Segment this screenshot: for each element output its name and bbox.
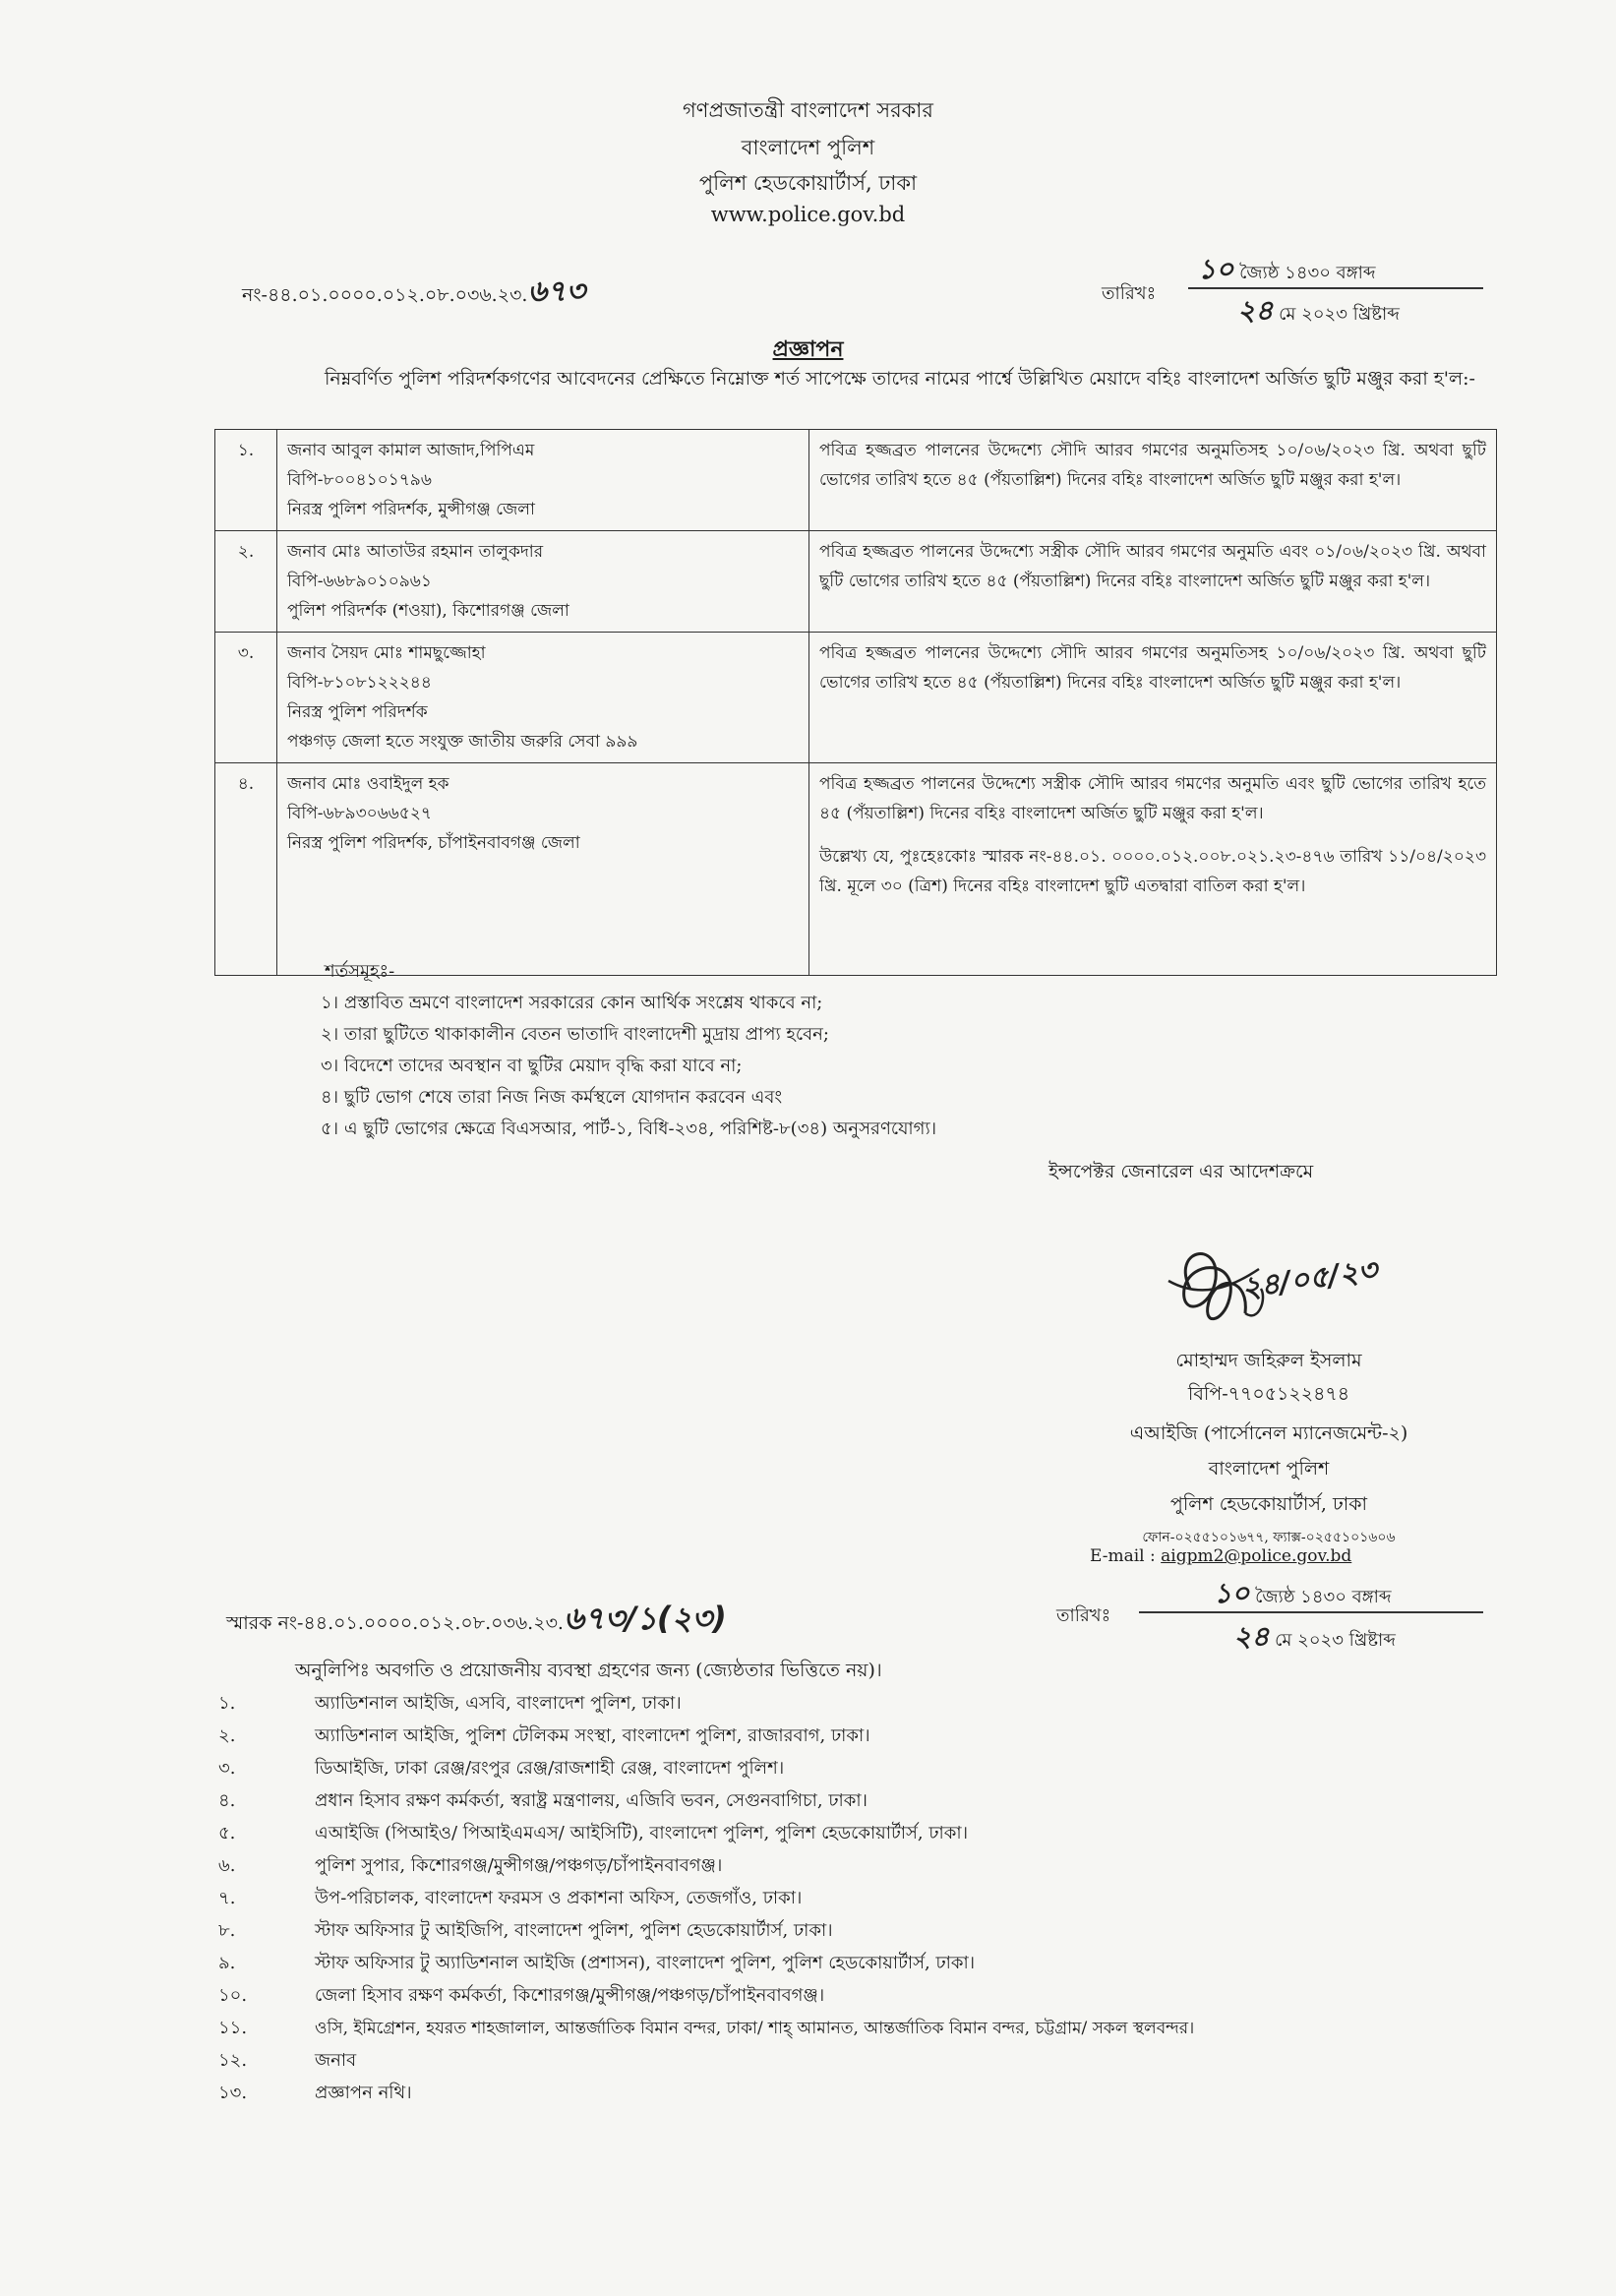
notification-title: প্রজ্ঞাপন <box>772 336 844 362</box>
copy-memo-reference <box>226 1594 727 1647</box>
list-item-text: পুলিশ সুপার, কিশোরগঞ্জ/মুন্সীগঞ্জ/পঞ্চগড়/চাঁপাইনবাবগঞ্জ। <box>315 1855 723 1876</box>
memo-ref-handwritten: ৬৭৩ <box>527 274 585 309</box>
condition-item: ২। তারা ছুটিতে থাকাকালীন বেতন ভাতাদি বাংলাদেশী মুদ্রায় প্রাপ্য হবেন; <box>321 1024 829 1045</box>
date-bangla-day: ১০ <box>1198 253 1234 285</box>
date-bangla-rest: জ্যৈষ্ঠ ১৪৩০ বঙ্গাব্দ <box>1239 263 1376 283</box>
officer-bp: বিপি-৬৬৮৯০১০৯৬১ <box>287 572 432 591</box>
date-label: তারিখঃ <box>1102 283 1157 304</box>
order-line: ইন্সপেক্টর জেনারেল এর আদেশক্রমে <box>1048 1161 1314 1182</box>
cancellation-note: উল্লেখ্য যে, পুঃহেঃকোঃ স্মারক নং-৪৪.০১. ০০০০.০১২.০০৮.০২১.২৩-৪৭৬ তারিখ ১১/০৪/২০২৩ খ্রি. মূলে ৩০ (ত্রিশ) দিনের বহিঃ বাংলাদেশ ছুটি এতদ্বারা বাতিল করা হ'ল। <box>819 847 1486 896</box>
serial-number: ২. <box>215 531 277 633</box>
signatory-office: পুলিশ হেডকোয়ার্টার্স, ঢাকা <box>1169 1493 1368 1515</box>
signatory-email <box>1090 1546 1351 1566</box>
org-name: বাংলাদেশ পুলিশ <box>741 136 875 159</box>
leave-detail: পবিত্র হজ্জব্রত পালনের উদ্দেশ্যে সৌদি আরব গমণের অনুমতিসহ ১০/০৬/২০২৩ খ্রি. অথবা ছুটি ভোগের তারিখ হতে ৪৫ (পঁয়তাল্লিশ) দিনের বহিঃ বাংলাদেশ অর্জিত ছুটি মঞ্জুর করা হ'ল। <box>809 633 1497 763</box>
leave-detail-text: পবিত্র হজ্জব্রত পালনের উদ্দেশ্যে সস্ত্রীক সৌদি আরব গমণের অনুমতি এবং ছুটি ভোগের তারিখ হতে ৪৫ (পঁয়তাল্লিশ) দিনের বহিঃ বাংলাদেশ অর্জিত ছুটি মঞ্জুর করা হ'ল। <box>819 774 1486 823</box>
website[interactable]: www.police.gov.bd <box>710 203 906 226</box>
list-item-text: জনাব <box>315 2050 357 2071</box>
officer-name: জনাব মোঃ ওবাইদুল হক <box>287 774 449 794</box>
officer-info <box>277 763 809 976</box>
serial-number: ৪. <box>215 763 277 976</box>
list-item-number: ১১. <box>218 2018 248 2038</box>
copy-date-label: তারিখঃ <box>1056 1605 1111 1626</box>
intro-paragraph: নিম্নবর্ণিত পুলিশ পরিদর্শকগণের আবেদনের প্রেক্ষিতে নিম্নোক্ত শর্ত সাপেক্ষে তাদের নামের পার্শ্বে উল্লিখিত মেয়াদে বহিঃ বাংলাদেশ অর্জিত ছুটি মঞ্জুর করা হ'ল:- <box>325 368 1475 390</box>
officer-info <box>277 430 809 531</box>
list-item-text: ওসি, ইমিগ্রেশন, হযরত শাহজালাল, আন্তর্জাতিক বিমান বন্দর, ঢাকা/ শাহ্ আমানত, আন্তর্জাতিক বিমান বন্দর, চট্টগ্রাম/ সকল স্থলবন্দর। <box>315 2018 1195 2038</box>
list-item <box>218 2078 1194 2110</box>
list-item <box>218 1850 1194 1883</box>
list-item <box>218 1753 1194 1785</box>
table-row <box>215 531 1497 633</box>
signatory-phone: ফোন-০২৫৫১০১৬৭৭, ফ্যাক্স-০২৫৫১০১৬০৬ <box>1142 1530 1396 1545</box>
copy-date-greg-day: ২৪ <box>1233 1620 1270 1653</box>
conditions-list <box>321 988 936 1145</box>
condition-item: ৩। বিদেশে তাদের অবস্থান বা ছুটির মেয়াদ বৃদ্ধি করা যাবে না; <box>321 1056 743 1076</box>
officer-info <box>277 531 809 633</box>
list-item-number: ৮. <box>218 1920 236 1941</box>
condition-item: ১। প্রস্তাবিত ভ্রমণে বাংলাদেশ সরকারের কোন আর্থিক সংশ্লেষ থাকবে না; <box>321 993 823 1013</box>
email-label: E-mail : <box>1090 1546 1156 1566</box>
officer-post: নিরস্ত্র পুলিশ পরিদর্শক, চাঁপাইনবাবগঞ্জ জেলা <box>287 833 580 853</box>
govt-name: গণপ্রজাতন্ত্রী বাংলাদেশ সরকার <box>683 98 933 122</box>
list-item-text: জেলা হিসাব রক্ষণ কর্মকর্তা, কিশোরগঞ্জ/মুন্সীগঞ্জ/পঞ্চগড়/চাঁপাইনবাবগঞ্জ। <box>315 1985 825 2006</box>
leave-detail: পবিত্র হজ্জব্রত পালনের উদ্দেশ্যে সস্ত্রীক সৌদি আরব গমণের অনুমতি এবং ০১/০৬/২০২৩ খ্রি. অথবা ছুটি ভোগের তারিখ হতে ৪৫ (পঁয়তাল্লিশ) দিনের বহিঃ বাংলাদেশ অর্জিত ছুটি মঞ্জুর করা হ'ল। <box>809 531 1497 633</box>
copy-date-gregorian <box>1233 1615 1396 1662</box>
officer-bp: বিপি-৮০০৪১০১৭৯৬ <box>287 470 432 490</box>
memo-ref-printed: নং-৪৪.০১.০০০০.০১২.০৮.০৩৬.২৩. <box>242 284 528 306</box>
list-item-number: ৩. <box>218 1758 236 1779</box>
list-item <box>218 1980 1194 2013</box>
signatory-designation: এআইজি (পার্সোনেল ম্যানেজমেন্ট-২) <box>1129 1422 1408 1444</box>
date-greg-day: ২৪ <box>1237 294 1274 327</box>
email-link[interactable]: aigpm2@police.gov.bd <box>1161 1546 1352 1566</box>
officer-bp: বিপি-৮১০৮১২২২৪৪ <box>287 673 432 693</box>
copy-date-bangla-rest: জ্যৈষ্ঠ ১৪৩০ বঙ্গাব্দ <box>1255 1587 1392 1607</box>
date-greg-rest: মে ২০২৩ খ্রিষ্টাব্দ <box>1279 304 1400 325</box>
signatory-bp: বিপি-৭৭০৫১২২৪৭৪ <box>1187 1383 1350 1405</box>
list-item-text: উপ-পরিচালক, বাংলাদেশ ফরমস ও প্রকাশনা অফিস, তেজগাঁও, ঢাকা। <box>315 1888 803 1908</box>
list-item-text: এআইজি (পিআইও/ পিআইএমএস/ আইসিটি), বাংলাদেশ পুলিশ, পুলিশ হেডকোয়ার্টার্স, ঢাকা। <box>315 1823 969 1843</box>
officer-name: জনাব সৈয়দ মোঃ শামছুজ্জোহা <box>287 643 486 663</box>
list-item <box>218 1915 1194 1948</box>
leave-detail <box>809 763 1497 976</box>
condition-item: ৫। এ ছুটি ভোগের ক্ষেত্রে বিএসআর, পার্ট-১, বিধি-২৩৪, পরিশিষ্ট-৮(৩৪) অনুসরণযোগ্য। <box>321 1118 937 1139</box>
officer-post: নিরস্ত্র পুলিশ পরিদর্শক <box>287 702 428 722</box>
list-item-number: ৯. <box>218 1953 236 1973</box>
signature-date: ২৪/০৫/২৩ <box>1239 1252 1380 1306</box>
list-item <box>218 1818 1194 1850</box>
list-item <box>218 2045 1194 2078</box>
conditions-section <box>321 956 937 1145</box>
date-gregorian <box>1237 289 1400 335</box>
leave-detail: পবিত্র হজ্জব্রত পালনের উদ্দেশ্যে সৌদি আরব গমণের অনুমতিসহ ১০/০৬/২০২৩ খ্রি. অথবা ছুটি ভোগের তারিখ হতে ৪৫ (পঁয়তাল্লিশ) দিনের বহিঃ বাংলাদেশ অর্জিত ছুটি মঞ্জুর করা হ'ল। <box>809 430 1497 531</box>
list-item-text: প্রজ্ঞাপন নথি। <box>315 2083 412 2103</box>
officer-post: নিরস্ত্র পুলিশ পরিদর্শক, মুন্সীগঞ্জ জেলা <box>287 500 535 519</box>
office-name: পুলিশ হেডকোয়ার্টার্স, ঢাকা <box>698 171 918 195</box>
officer-info <box>277 633 809 763</box>
signatory-name: মোহাম্মদ জহিরুল ইসলাম <box>1175 1350 1362 1371</box>
copy-list <box>218 1688 1194 2110</box>
list-item-text: স্টাফ অফিসার টু আইজিপি, বাংলাদেশ পুলিশ, পুলিশ হেডকোয়ার্টার্স, ঢাকা। <box>315 1920 833 1941</box>
list-item-number: ১. <box>218 1693 236 1714</box>
copy-intro: অনুলিপিঃ অবগতি ও প্রয়োজনীয় ব্যবস্থা গ্রহণের জন্য (জ্যেষ্ঠতার ভিত্তিতে নয়)। <box>295 1660 882 1681</box>
list-item-text: অ্যাডিশনাল আইজি, পুলিশ টেলিকম সংস্থা, বাংলাদেশ পুলিশ, রাজারবাগ, ঢাকা। <box>315 1725 870 1746</box>
officer-name: জনাব মোঃ আতাউর রহমান তালুকদার <box>287 542 544 562</box>
list-item-number: ৭. <box>218 1888 236 1908</box>
list-item <box>218 2013 1194 2045</box>
list-item-text: ডিআইজি, ঢাকা রেঞ্জ/রংপুর রেঞ্জ/রাজশাহী রেঞ্জ, বাংলাদেশ পুলিশ। <box>315 1758 785 1779</box>
copy-date-divider <box>1139 1611 1483 1613</box>
list-item <box>218 1688 1194 1721</box>
table-row <box>215 763 1497 976</box>
copy-ref-handwritten: ৬৭৩/১(২৩) <box>563 1600 727 1637</box>
serial-number: ৩. <box>215 633 277 763</box>
copy-date-greg-rest: মে ২০২৩ খ্রিষ্টাব্দ <box>1275 1630 1396 1651</box>
table-row <box>215 430 1497 531</box>
list-item-number: ৬. <box>218 1855 236 1876</box>
list-item-text: প্রধান হিসাব রক্ষণ কর্মকর্তা, স্বরাষ্ট্র মন্ত্রণালয়, এজিবি ভবন, সেগুনবাগিচা, ঢাকা। <box>315 1790 868 1811</box>
list-item-text: স্টাফ অফিসার টু অ্যাডিশনাল আইজি (প্রশাসন), বাংলাদেশ পুলিশ, পুলিশ হেডকোয়ার্টার্স, ঢাকা। <box>315 1953 976 1973</box>
copy-ref-printed: স্মারক নং-৪৪.০১.০০০০.০১২.০৮.০৩৬.২৩. <box>226 1612 564 1634</box>
list-item-number: ১৩. <box>218 2083 248 2103</box>
list-item-text: অ্যাডিশনাল আইজি, এসবি, বাংলাদেশ পুলিশ, ঢাকা। <box>315 1693 682 1714</box>
list-item-number: ৫. <box>218 1823 236 1843</box>
officer-bp: বিপি-৬৮৯৩০৬৬৫২৭ <box>287 804 432 823</box>
signatory-org: বাংলাদেশ পুলিশ <box>1208 1458 1330 1480</box>
list-item <box>218 1883 1194 1915</box>
list-item <box>218 1785 1194 1818</box>
leave-grant-table <box>214 429 1497 976</box>
officer-post: পুলিশ পরিদর্শক (শওয়া), কিশোরগঞ্জ জেলা <box>287 601 569 621</box>
table-row <box>215 633 1497 763</box>
list-item-number: ৪. <box>218 1790 236 1811</box>
serial-number: ১. <box>215 430 277 531</box>
list-item-number: ২. <box>218 1725 236 1746</box>
officer-name: জনাব আবুল কামাল আজাদ,পিপিএম <box>287 441 535 460</box>
memo-reference <box>242 268 585 318</box>
conditions-heading: শর্তসমূহঃ- <box>325 961 395 982</box>
list-item <box>218 1721 1194 1753</box>
copy-date-bangla-day: ১০ <box>1214 1577 1250 1609</box>
list-item <box>218 1948 1194 1980</box>
condition-item: ৪। ছুটি ভোগ শেষে তারা নিজ নিজ কর্মস্থলে যোগদান করবেন এবং <box>321 1087 783 1108</box>
list-item-number: ১০. <box>218 1985 248 2006</box>
list-item-number: ১২. <box>218 2050 248 2071</box>
officer-attachment: পঞ্চগড় জেলা হতে সংযুক্ত জাতীয় জরুরি সেবা ৯৯৯ <box>287 732 638 752</box>
